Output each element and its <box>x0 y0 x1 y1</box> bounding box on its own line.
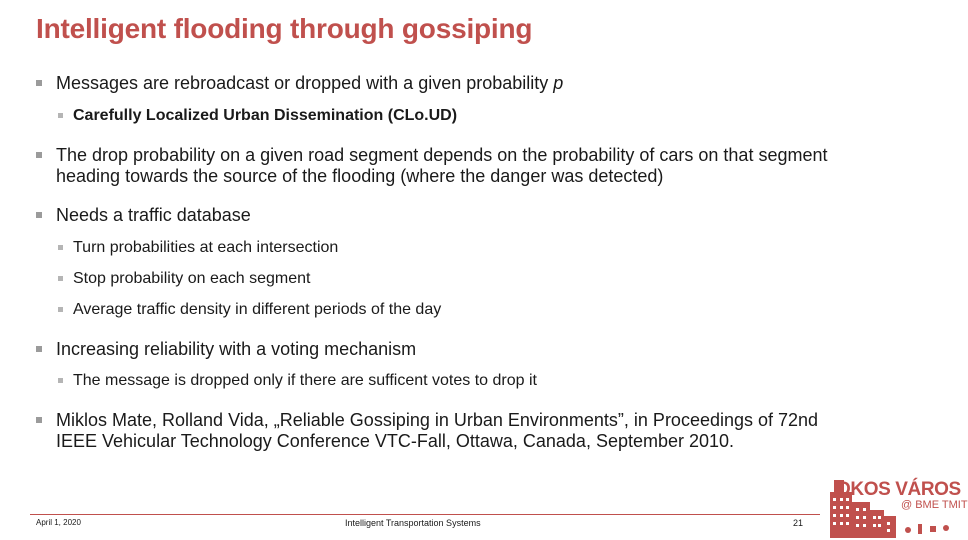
footer-title: Intelligent Transportation Systems <box>345 518 481 528</box>
bullet-1-text <box>56 73 563 94</box>
sub-bullet-marker <box>58 307 63 312</box>
bullet-3-text: Needs a traffic database <box>56 205 251 225</box>
slide-title: Intelligent flooding through gossiping <box>36 13 533 44</box>
logo-building-4 <box>884 516 896 538</box>
bullet-marker <box>36 346 42 352</box>
bullet-3-sub-1-text: Turn probabilities at each intersection <box>73 239 339 256</box>
page-number: 21 <box>793 518 804 528</box>
bullet-5-text-line-2: IEEE Vehicular Technology Conference VTC-Fall, Ottawa, Canada, September 2010. <box>56 431 735 451</box>
sub-bullet-marker <box>58 276 63 281</box>
sub-bullet-marker <box>58 113 63 118</box>
bullet-marker <box>36 212 42 218</box>
bullet-3-sub-2-text: Stop probability on each segment <box>73 270 311 287</box>
bullet-marker <box>36 417 42 423</box>
bullet-4-text: Increasing reliability with a voting mechanism <box>56 339 417 359</box>
logo-building-2 <box>852 502 870 538</box>
logo-small-icons <box>905 524 949 534</box>
bullet-5-text-line-1: Miklos Mate, Rolland Vida, „Reliable Gossiping in Urban Environments”, in Proceedings of 72nd <box>56 410 819 430</box>
bullet-1-variable: p <box>553 73 564 93</box>
bullet-3-sub-3-text: Average traffic density in different periods of the day <box>73 301 442 318</box>
sub-bullet-marker <box>58 378 63 383</box>
bullet-4-sub-1-text: The message is dropped only if there are sufficent votes to drop it <box>73 372 537 389</box>
bullet-1-label: Messages are rebroadcast or dropped with a given probability <box>56 73 554 93</box>
footer-date: April 1, 2020 <box>36 518 81 527</box>
footer-divider <box>30 514 820 515</box>
bullet-marker <box>36 152 42 158</box>
logo-sub-text: @ BME TMIT <box>901 499 968 511</box>
sub-bullet-marker <box>58 245 63 250</box>
bullet-marker <box>36 80 42 86</box>
bullet-2-text-line-1: The drop probability on a given road segment depends on the probability of cars on that segment <box>56 145 828 165</box>
bullet-1-sub-1-text: Carefully Localized Urban Dissemination (CLo.UD) <box>73 107 458 124</box>
logo-building-3 <box>870 510 884 538</box>
bullet-2-text-line-2: heading towards the source of the flooding (where the danger was detected) <box>56 166 664 186</box>
logo-main-text: OKOS VÁROS <box>836 479 961 500</box>
